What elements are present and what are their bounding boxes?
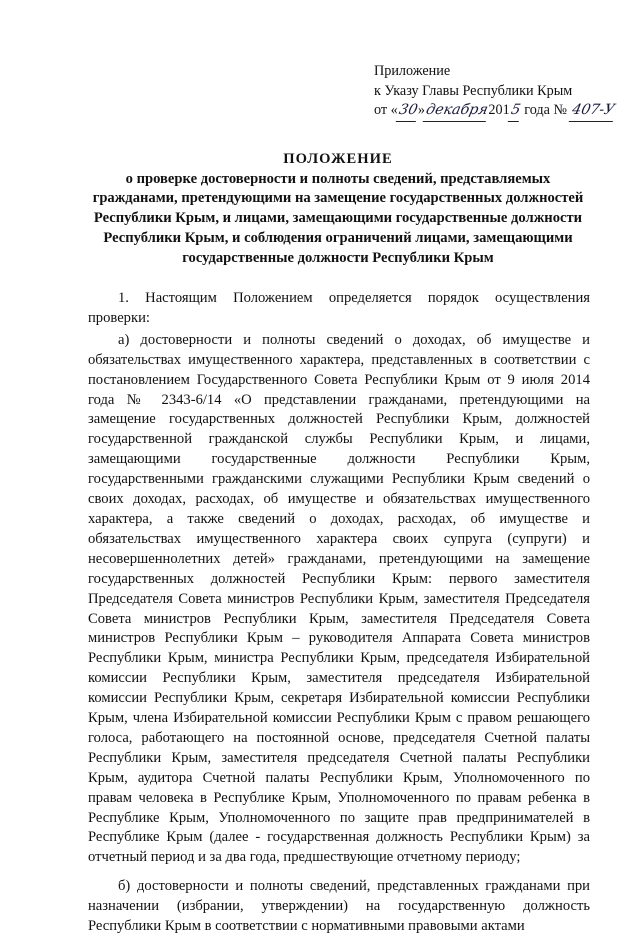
title-subtitle: о проверке достоверности и полноты сведений, представляемых гражданами, претендующими на замещение государственных должностей Республики Крым, и лицами, замещающими государственные должности Республики Крым, и соблюдения ограничений лицами, замещающими государственные должности Республики Крым	[92, 170, 584, 266]
title-heading: ПОЛОЖЕНИЕ	[283, 151, 393, 167]
date-separator: »	[417, 102, 425, 118]
handwritten-day: 30	[396, 101, 420, 122]
appendix-decree-reference: к Указу Главы Республики Крым	[374, 82, 573, 99]
handwritten-month: декабря	[423, 101, 491, 122]
date-prefix: от «	[374, 102, 398, 118]
paragraph-1a: а) достоверности и полноты сведений о доходах, об имуществе и обязательствах имущественного характера, представленных в соответствии с постановлением Государственного Совета Республики Крым от 9 июля 2014 года № 2343-6/14 «О представлении гражданами, претендующими на замещение государственных должностей Республики Крым, должностей государственной гражданской службы Республики Крым, и лицами, замещающими государственные должности Республики Крым, государственными гражданскими служащими Республики Крым сведений о своих доходах, расходах, об имуществе и обязательствах имущественного характера, а также сведений о доходах, расходах, об имуществе и обязательствах имущественного характера своих супруга (супруги) и несовершеннолетних детей» гражданами, претендующими на замещение государственных должностей Республики Крым: первого заместителя Председателя Совета министров Республики Крым, заместителя Председателя Совета министров Республики Крым, заместителя Председателя Совета министров Республики Крым – руководителя Аппарата Совета министров Республики Крым, министра Республики Крым, председателя Избирательной комиссии Республики Крым, заместителя председателя Избирательной комиссии Республики Крым, секретаря Избирательной комиссии Республики Крым, члена Избирательной комиссии Республики Крым с правом решающего голоса, работающего на постоянной основе, председателя Счетной палаты Республики Крым, заместителя председателя Счетной палаты Республики Крым, аудитора Счетной палаты Республики Крым, Уполномоченного по правам человека в Республике Крым, Уполномоченного по правам ребенка в Республике Крым, Уполномоченного по защите прав предпринимателей в Республике Крым (далее - государственная должность Республики Крым) за отчетный период и за два года, предшествующие отчетному периоду;	[88, 331, 590, 866]
appendix-date-number	[374, 101, 636, 122]
document-title	[86, 150, 590, 268]
paragraph-1b: б) достоверности и полноты сведений, представленных гражданами при назначении (избрании, утверждении) на государственную должность Республики Крым в соответствии с нормативными правовыми актами	[88, 878, 590, 935]
handwritten-decree-number: 407-У	[568, 101, 616, 122]
year-prefix: 201	[488, 102, 510, 118]
appendix-label: Приложение	[374, 63, 451, 79]
paragraph-1: 1. Настоящим Положением определяется порядок осуществления проверки:	[88, 290, 590, 326]
appendix-header	[374, 62, 636, 122]
handwritten-year-digit: 5	[507, 101, 522, 122]
year-suffix: года №	[520, 102, 567, 118]
document-body	[88, 289, 590, 937]
